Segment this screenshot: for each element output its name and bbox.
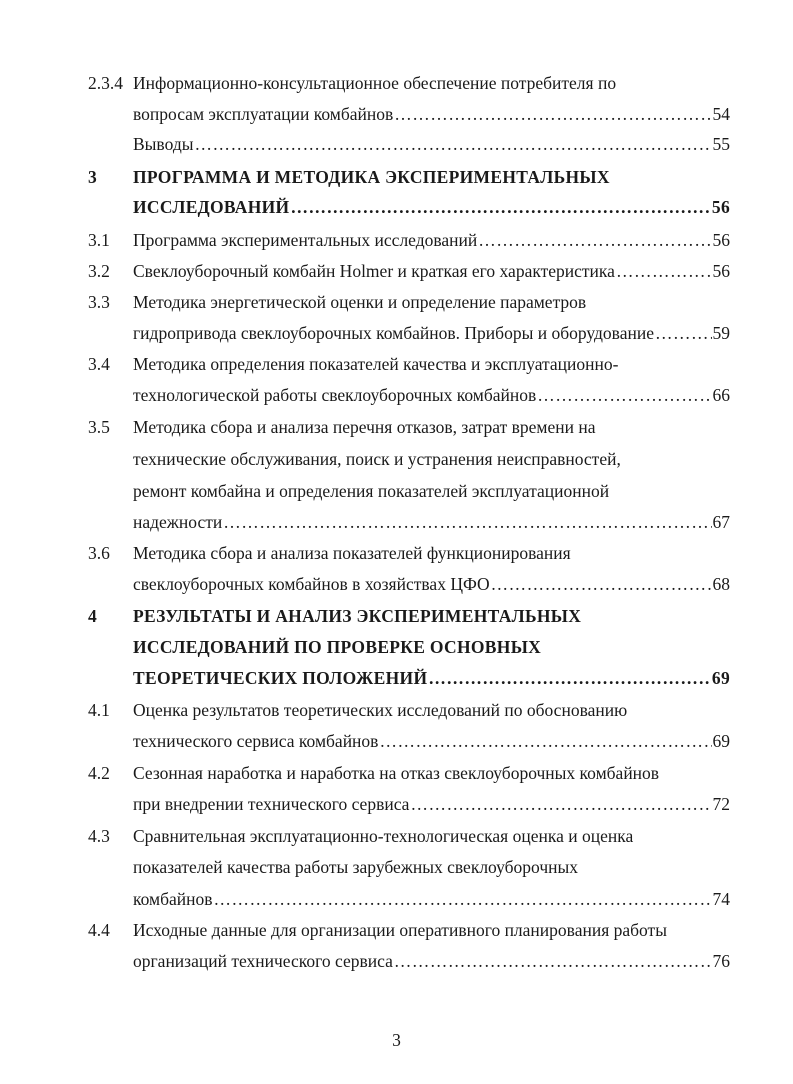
- page-number: 3: [392, 1030, 401, 1050]
- toc-entry-title: комбайнов: [133, 889, 213, 909]
- toc-page-number: 76: [712, 951, 730, 971]
- toc-entry-title: ПРОГРАММА И МЕТОДИКА ЭКСПЕРИМЕНТАЛЬНЫХ: [133, 167, 610, 187]
- toc-entry-number: 4.2: [88, 763, 110, 783]
- toc-entry-title: организаций технического сервиса: [133, 951, 393, 971]
- toc-leader-line: [133, 323, 730, 343]
- toc-leader-line: [133, 512, 730, 532]
- dot-leader: [223, 512, 711, 532]
- toc-leader-line: [133, 951, 730, 971]
- toc-leader-line: [133, 794, 730, 814]
- toc-page-number: 55: [712, 134, 730, 154]
- dot-leader: [394, 104, 711, 124]
- toc-entry-number: 3.1: [88, 230, 110, 250]
- dot-leader: [379, 731, 711, 751]
- toc-entry-title: свеклоуборочных комбайнов в хозяйствах ЦФО: [133, 574, 490, 594]
- toc-entry-number: 3.5: [88, 417, 110, 437]
- dot-leader: [655, 323, 712, 343]
- dot-leader: [290, 197, 710, 217]
- toc-entry-title: надежности: [133, 512, 223, 532]
- toc-entry-number: 2.3.4: [88, 73, 123, 93]
- toc-entry-title: технического сервиса комбайнов: [133, 731, 379, 751]
- toc-leader-line: [133, 731, 730, 751]
- toc-entry-title: ТЕОРЕТИЧЕСКИХ ПОЛОЖЕНИЙ: [133, 668, 428, 688]
- toc-entry-number: 3.3: [88, 292, 110, 312]
- toc-entry-number: 3.4: [88, 354, 110, 374]
- toc-page-number: 54: [712, 104, 730, 124]
- dot-leader: [214, 889, 712, 909]
- dot-leader: [478, 230, 711, 250]
- toc-page-number: 68: [712, 574, 730, 594]
- toc-leader-line: [133, 889, 730, 909]
- toc-entry-number: 4.3: [88, 826, 110, 846]
- toc-leader-line: [133, 104, 730, 124]
- toc-page-number: 56: [711, 197, 730, 217]
- toc-entry-number: 4.4: [88, 920, 110, 940]
- dot-leader: [410, 794, 711, 814]
- toc-leader-line: [133, 574, 730, 594]
- toc-entry-number: 4: [88, 606, 98, 626]
- toc-entry-title: при внедрении технического сервиса: [133, 794, 410, 814]
- toc-entry-number: 3.6: [88, 543, 110, 563]
- toc-page-number: 74: [712, 889, 730, 909]
- dot-leader: [194, 134, 711, 154]
- toc-entry-number: 3.2: [88, 261, 110, 281]
- toc-entry-title: ИССЛЕДОВАНИЙ: [133, 197, 290, 217]
- toc-page-number: 67: [712, 512, 730, 532]
- toc-page-number: 66: [712, 385, 730, 405]
- toc-page-number: 59: [712, 323, 730, 343]
- toc-entry-title: Методика определения показателей качества и эксплуатационно-: [133, 354, 619, 374]
- toc-entry-title: Методика сбора и анализа показателей функционирования: [133, 543, 571, 563]
- dot-leader: [537, 385, 711, 405]
- toc-entry-title: Оценка результатов теоретических исследований по обоснованию: [133, 700, 628, 720]
- toc-page-number: 72: [712, 794, 730, 814]
- toc-page-number: 69: [712, 731, 730, 751]
- toc-entry-title: Информационно-консультационное обеспечение потребителя по: [133, 73, 617, 93]
- toc-leader-line: [133, 197, 730, 217]
- toc-entry-title: Свеклоуборочный комбайн Holmer и краткая его характеристика: [133, 261, 615, 281]
- toc-entry-title: Сезонная наработка и наработка на отказ свеклоуборочных комбайнов: [133, 763, 660, 783]
- toc-entry-title: Сравнительная эксплуатационно-технологическая оценка и оценка: [133, 826, 634, 846]
- dot-leader: [428, 668, 711, 688]
- toc-leader-line: [133, 134, 730, 154]
- dot-leader: [491, 574, 712, 594]
- toc-entry-title: Методика сбора и анализа перечня отказов, затрат времени на: [133, 417, 596, 437]
- toc-entry-title: Программа экспериментальных исследований: [133, 230, 478, 250]
- toc-leader-line: [133, 385, 730, 405]
- toc-entry-title: вопросам эксплуатации комбайнов: [133, 104, 394, 124]
- toc-entry-title: показателей качества работы зарубежных свеклоуборочных: [133, 857, 579, 877]
- toc-entry-title: ремонт комбайна и определения показателей эксплуатационной: [133, 481, 610, 501]
- toc-page-number: 56: [712, 230, 730, 250]
- toc-entry-title: технологической работы свеклоуборочных комбайнов: [133, 385, 537, 405]
- toc-entry-title: гидропривода свеклоуборочных комбайнов. Приборы и оборудование: [133, 323, 654, 343]
- toc-entry-title: ИССЛЕДОВАНИЙ ПО ПРОВЕРКЕ ОСНОВНЫХ: [133, 637, 542, 657]
- toc-page-number: 69: [711, 668, 730, 688]
- toc-entry-number: 4.1: [88, 700, 110, 720]
- toc-entry-title: РЕЗУЛЬТАТЫ И АНАЛИЗ ЭКСПЕРИМЕНТАЛЬНЫХ: [133, 606, 582, 626]
- toc-entry-title: Методика энергетической оценки и определение параметров: [133, 292, 587, 312]
- toc-entry-title: Выводы: [133, 134, 194, 154]
- toc-entry-title: технические обслуживания, поиск и устранения неисправностей,: [133, 449, 621, 469]
- toc-leader-line: [133, 230, 730, 250]
- toc-entry-number: 3: [88, 167, 98, 187]
- toc-leader-line: [133, 261, 730, 281]
- toc-page-number: 56: [712, 261, 730, 281]
- dot-leader: [394, 951, 712, 971]
- dot-leader: [616, 261, 712, 281]
- toc-leader-line: [133, 668, 730, 688]
- toc-entry-title: Исходные данные для организации оперативного планирования работы: [133, 920, 667, 940]
